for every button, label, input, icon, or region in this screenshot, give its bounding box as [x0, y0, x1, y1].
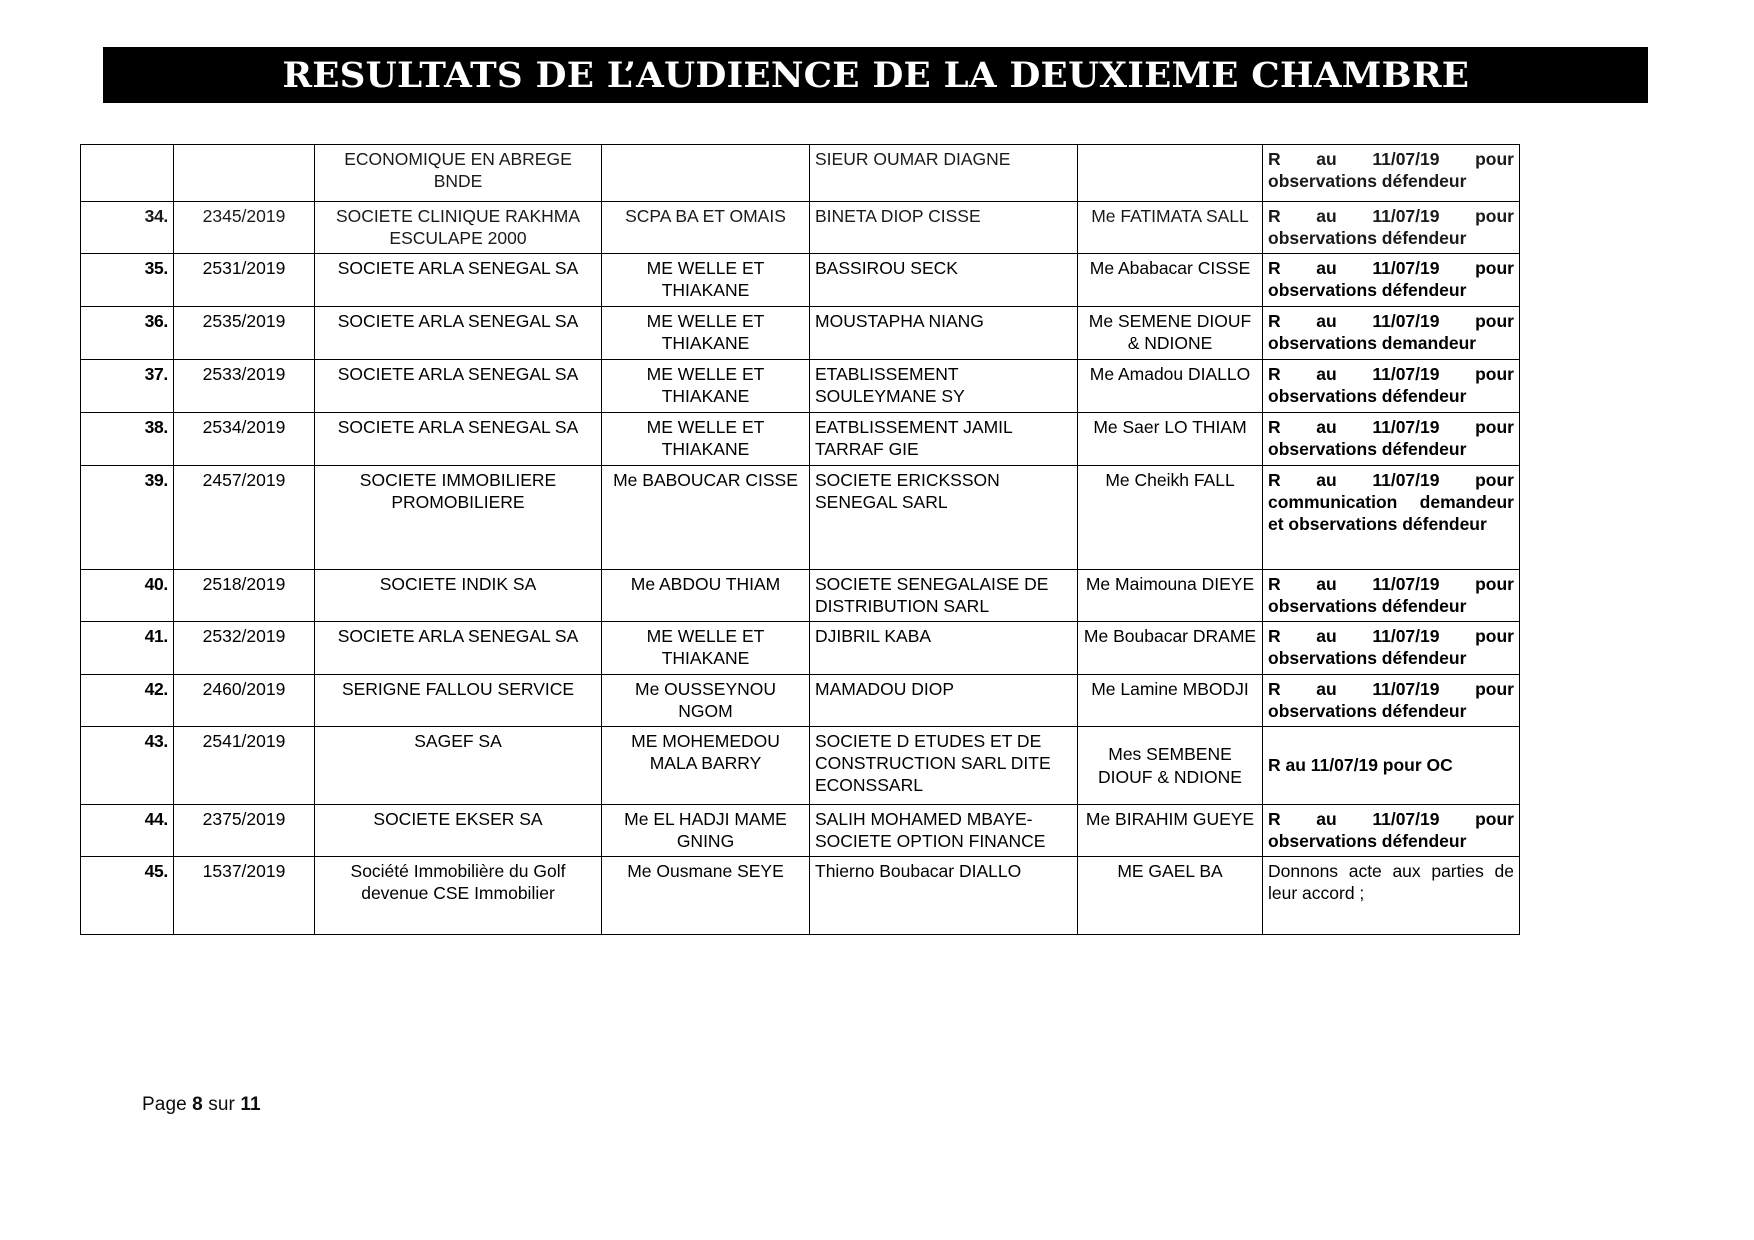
demandeur-cell: SOCIETE ARLA SENEGAL SA [315, 254, 602, 307]
defendeur-cell: BASSIROU SECK [810, 254, 1078, 307]
case-number-cell: 2457/2019 [174, 466, 315, 570]
avocat-demandeur-cell: ME WELLE ET THIAKANE [602, 307, 810, 360]
table-row [81, 202, 1520, 254]
table-row [81, 675, 1520, 727]
decision-cell: R au 11/07/19 pour observations demandeur [1263, 307, 1520, 360]
avocat-defendeur-cell: Me Ababacar CISSE [1078, 254, 1263, 307]
avocat-demandeur-cell [602, 145, 810, 202]
decision-cell: Donnons acte aux parties de leur accord ; [1263, 857, 1520, 935]
table-row [81, 413, 1520, 466]
table-row [81, 570, 1520, 622]
demandeur-cell: Société Immobilière du Golf devenue CSE Immobilier [315, 857, 602, 935]
row-number-cell [81, 145, 174, 202]
demandeur-cell: SOCIETE INDIK SA [315, 570, 602, 622]
table-row [81, 307, 1520, 360]
avocat-demandeur-cell: Me BABOUCAR CISSE [602, 466, 810, 570]
demandeur-cell: SOCIETE EKSER SA [315, 805, 602, 857]
row-number-cell: 40. [81, 570, 174, 622]
table-row [81, 145, 1520, 202]
row-number-cell: 35. [81, 254, 174, 307]
defendeur-cell: SOCIETE ERICKSSON SENEGAL SARL [810, 466, 1078, 570]
row-number-cell: 44. [81, 805, 174, 857]
case-number-cell: 2531/2019 [174, 254, 315, 307]
decision-cell: R au 11/07/19 pour observations défendeur [1263, 675, 1520, 727]
demandeur-cell: SAGEF SA [315, 727, 602, 805]
table-row [81, 466, 1520, 570]
table-row [81, 360, 1520, 413]
decision-cell: R au 11/07/19 pour observations défendeur [1263, 570, 1520, 622]
case-number-cell [174, 145, 315, 202]
row-number-cell: 37. [81, 360, 174, 413]
footer-page-number: 8 [192, 1094, 203, 1115]
row-number-cell: 42. [81, 675, 174, 727]
defendeur-cell: SIEUR OUMAR DIAGNE [810, 145, 1078, 202]
demandeur-cell: SOCIETE IMMOBILIERE PROMOBILIERE [315, 466, 602, 570]
avocat-defendeur-cell: Me SEMENE DIOUF & NDIONE [1078, 307, 1263, 360]
defendeur-cell: MOUSTAPHA NIANG [810, 307, 1078, 360]
avocat-defendeur-cell: Me Maimouna DIEYE [1078, 570, 1263, 622]
row-number-cell: 34. [81, 202, 174, 254]
demandeur-cell: SERIGNE FALLOU SERVICE [315, 675, 602, 727]
avocat-demandeur-cell: ME WELLE ET THIAKANE [602, 254, 810, 307]
decision-cell: R au 11/07/19 pour observations défendeur [1263, 145, 1520, 202]
case-number-cell: 2534/2019 [174, 413, 315, 466]
defendeur-cell: Thierno Boubacar DIALLO [810, 857, 1078, 935]
avocat-defendeur-cell: Me Saer LO THIAM [1078, 413, 1263, 466]
row-number-cell: 39. [81, 466, 174, 570]
avocat-defendeur-cell: Me FATIMATA SALL [1078, 202, 1263, 254]
page-footer [142, 1094, 261, 1116]
avocat-demandeur-cell: ME WELLE ET THIAKANE [602, 622, 810, 675]
decision-cell: R au 11/07/19 pour observations défendeur [1263, 622, 1520, 675]
results-table-body [81, 145, 1520, 935]
decision-cell: R au 11/07/19 pour observations défendeur [1263, 202, 1520, 254]
title-banner [103, 47, 1648, 103]
avocat-demandeur-cell: ME MOHEMEDOU MALA BARRY [602, 727, 810, 805]
row-number-cell: 41. [81, 622, 174, 675]
defendeur-cell: SALIH MOHAMED MBAYE-SOCIETE OPTION FINANCE [810, 805, 1078, 857]
case-number-cell: 2535/2019 [174, 307, 315, 360]
case-number-cell: 2532/2019 [174, 622, 315, 675]
case-number-cell: 2518/2019 [174, 570, 315, 622]
table-row [81, 622, 1520, 675]
page-title: RESULTATS DE L’AUDIENCE DE LA DEUXIEME CHAMBRE [282, 54, 1469, 96]
row-number-cell: 43. [81, 727, 174, 805]
avocat-defendeur-cell: ME GAEL BA [1078, 857, 1263, 935]
decision-cell: R au 11/07/19 pour OC [1263, 727, 1520, 805]
table-row [81, 857, 1520, 935]
defendeur-cell: MAMADOU DIOP [810, 675, 1078, 727]
case-number-cell: 2375/2019 [174, 805, 315, 857]
row-number-cell: 38. [81, 413, 174, 466]
case-number-cell: 2460/2019 [174, 675, 315, 727]
row-number-cell: 36. [81, 307, 174, 360]
avocat-defendeur-cell: Me Lamine MBODJI [1078, 675, 1263, 727]
defendeur-cell: BINETA DIOP CISSE [810, 202, 1078, 254]
table-row [81, 805, 1520, 857]
decision-cell: R au 11/07/19 pour observations défendeur [1263, 360, 1520, 413]
defendeur-cell: ETABLISSEMENT SOULEYMANE SY [810, 360, 1078, 413]
avocat-demandeur-cell: ME WELLE ET THIAKANE [602, 360, 810, 413]
table-row [81, 727, 1520, 805]
defendeur-cell: SOCIETE SENEGALAISE DE DISTRIBUTION SARL [810, 570, 1078, 622]
decision-cell: R au 11/07/19 pour observations défendeur [1263, 805, 1520, 857]
avocat-defendeur-cell: Me Amadou DIALLO [1078, 360, 1263, 413]
decision-cell: R au 11/07/19 pour observations défendeur [1263, 413, 1520, 466]
defendeur-cell: SOCIETE D ETUDES ET DE CONSTRUCTION SARL DITE ECONSSARL [810, 727, 1078, 805]
footer-total-pages: 11 [240, 1094, 261, 1115]
footer-middle: sur [208, 1094, 235, 1115]
avocat-demandeur-cell: Me Ousmane SEYE [602, 857, 810, 935]
demandeur-cell: ECONOMIQUE EN ABREGE BNDE [315, 145, 602, 202]
decision-cell: R au 11/07/19 pour observations défendeur [1263, 254, 1520, 307]
case-number-cell: 2533/2019 [174, 360, 315, 413]
demandeur-cell: SOCIETE CLINIQUE RAKHMA ESCULAPE 2000 [315, 202, 602, 254]
case-number-cell: 2345/2019 [174, 202, 315, 254]
decision-cell: R au 11/07/19 pour communication demandeur et observations défendeur [1263, 466, 1520, 570]
avocat-demandeur-cell: Me EL HADJI MAME GNING [602, 805, 810, 857]
avocat-demandeur-cell: ME WELLE ET THIAKANE [602, 413, 810, 466]
case-number-cell: 1537/2019 [174, 857, 315, 935]
footer-prefix: Page [142, 1094, 187, 1115]
avocat-defendeur-cell: Me Boubacar DRAME [1078, 622, 1263, 675]
avocat-defendeur-cell: Me Cheikh FALL [1078, 466, 1263, 570]
demandeur-cell: SOCIETE ARLA SENEGAL SA [315, 360, 602, 413]
table-row [81, 254, 1520, 307]
results-table-wrapper [80, 144, 1519, 935]
avocat-demandeur-cell: Me ABDOU THIAM [602, 570, 810, 622]
avocat-defendeur-cell: Me BIRAHIM GUEYE [1078, 805, 1263, 857]
demandeur-cell: SOCIETE ARLA SENEGAL SA [315, 622, 602, 675]
row-number-cell: 45. [81, 857, 174, 935]
demandeur-cell: SOCIETE ARLA SENEGAL SA [315, 413, 602, 466]
avocat-defendeur-cell: Mes SEMBENE DIOUF & NDIONE [1078, 727, 1263, 805]
avocat-demandeur-cell: SCPA BA ET OMAIS [602, 202, 810, 254]
defendeur-cell: DJIBRIL KABA [810, 622, 1078, 675]
avocat-demandeur-cell: Me OUSSEYNOU NGOM [602, 675, 810, 727]
avocat-defendeur-cell [1078, 145, 1263, 202]
defendeur-cell: EATBLISSEMENT JAMIL TARRAF GIE [810, 413, 1078, 466]
results-table [80, 144, 1520, 935]
case-number-cell: 2541/2019 [174, 727, 315, 805]
demandeur-cell: SOCIETE ARLA SENEGAL SA [315, 307, 602, 360]
